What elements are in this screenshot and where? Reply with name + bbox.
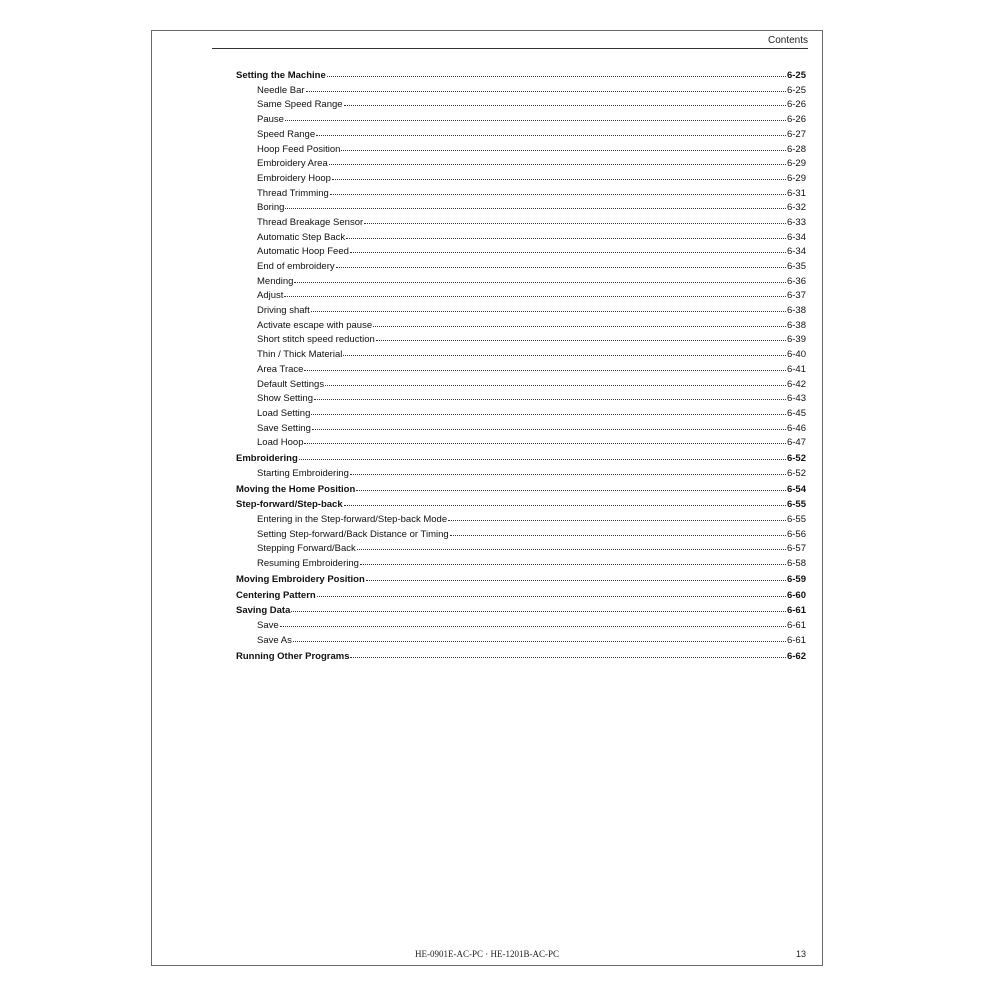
- toc-entry-page: 6-39: [786, 334, 806, 346]
- toc-entry-label: Default Settings: [257, 378, 325, 390]
- toc-entry-page: 6-54: [786, 483, 806, 495]
- toc-entry-page: 6-33: [786, 216, 806, 228]
- toc-dot-leader: [341, 150, 786, 151]
- toc-dot-leader: [450, 535, 786, 536]
- toc-entry-page: 6-29: [786, 158, 806, 170]
- toc-entry-label: Entering in the Step-forward/Step-back Mode: [257, 514, 448, 525]
- toc-entry-label: Hoop Feed Position: [257, 143, 341, 155]
- toc-entry-page: 6-43: [786, 393, 806, 405]
- toc-dot-leader: [304, 370, 786, 371]
- toc-dot-leader: [306, 91, 786, 92]
- toc-dot-leader: [291, 611, 786, 612]
- toc-entry-label: Adjust: [257, 290, 284, 302]
- toc-dot-leader: [332, 179, 786, 180]
- toc-dot-leader: [285, 120, 786, 121]
- toc-entry-page: 6-58: [786, 558, 806, 570]
- toc-entry-label: Speed Range: [257, 128, 316, 140]
- toc-dot-leader: [299, 459, 786, 460]
- toc-subsection-entry[interactable]: [236, 542, 806, 557]
- toc-subsection-entry[interactable]: [236, 245, 806, 260]
- toc-entry-page: 6-34: [786, 231, 806, 243]
- toc-dot-leader: [285, 208, 786, 209]
- toc-section-entry[interactable]: [236, 69, 806, 84]
- toc-entry-page: 6-46: [786, 422, 806, 434]
- toc-dot-leader: [293, 641, 786, 642]
- toc-entry-page: 6-41: [786, 363, 806, 375]
- toc-subsection-entry[interactable]: [236, 143, 806, 158]
- toc-entry-label: Stepping Forward/Back: [257, 543, 356, 555]
- toc-subsection-entry[interactable]: [236, 84, 806, 99]
- toc-dot-leader: [330, 194, 786, 195]
- toc-entry-label: Embroidering: [236, 453, 298, 465]
- toc-subsection-entry[interactable]: [236, 113, 806, 128]
- toc-entry-label: Load Hoop: [257, 437, 304, 449]
- toc-dot-leader: [360, 564, 786, 565]
- toc-subsection-entry[interactable]: [236, 260, 806, 275]
- toc-entry-label: Step-forward/Step-back: [236, 499, 343, 511]
- toc-subsection-entry[interactable]: [236, 128, 806, 143]
- toc-dot-leader: [343, 355, 786, 356]
- toc-entry-label: Embroidery Area: [257, 158, 328, 170]
- toc-section-entry[interactable]: [236, 498, 806, 513]
- toc-entry-label: Pause: [257, 114, 284, 126]
- toc-entry-label: Save As: [257, 634, 292, 646]
- toc-dot-leader: [327, 76, 786, 77]
- toc-dot-leader: [344, 505, 786, 506]
- toc-dot-leader: [311, 414, 786, 415]
- toc-entry-page: 6-25: [786, 84, 806, 96]
- toc-dot-leader: [280, 626, 786, 627]
- toc-entry-page: 6-61: [786, 605, 806, 617]
- header-divider: [212, 48, 808, 49]
- toc-dot-leader: [448, 520, 786, 521]
- toc-subsection-entry[interactable]: [236, 304, 806, 319]
- toc-subsection-entry[interactable]: [236, 528, 806, 543]
- document-page: [151, 30, 823, 966]
- toc-entry-label: Setting Step-forward/Back Distance or Timing: [257, 528, 449, 540]
- toc-entry-page: 6-62: [786, 650, 806, 662]
- toc-entry-page: 6-26: [786, 99, 806, 111]
- toc-entry-page: 6-52: [786, 467, 806, 479]
- toc-entry-page: 6-28: [786, 143, 806, 155]
- toc-entry-label: Thin / Thick Material: [257, 349, 343, 361]
- toc-entry-page: 6-55: [786, 514, 806, 525]
- toc-dot-leader: [373, 326, 786, 327]
- toc-entry-page: 6-52: [786, 453, 806, 465]
- toc-entry-label: Driving shaft: [257, 305, 310, 317]
- toc-subsection-entry[interactable]: [236, 513, 806, 528]
- toc-subsection-entry[interactable]: [236, 231, 806, 246]
- toc-section-entry[interactable]: [236, 452, 806, 467]
- toc-subsection-entry[interactable]: [236, 289, 806, 304]
- toc-dot-leader: [364, 223, 786, 224]
- toc-entry-page: 6-60: [786, 589, 806, 601]
- toc-dot-leader: [346, 238, 786, 239]
- toc-dot-leader: [314, 399, 786, 400]
- toc-subsection-entry[interactable]: [236, 172, 806, 187]
- toc-dot-leader: [336, 267, 786, 268]
- toc-entry-label: Thread Breakage Sensor: [257, 216, 364, 228]
- toc-entry-page: 6-29: [786, 172, 806, 184]
- toc-dot-leader: [294, 282, 786, 283]
- toc-subsection-entry[interactable]: [236, 348, 806, 363]
- toc-dot-leader: [350, 252, 786, 253]
- toc-entry-page: 6-55: [786, 499, 806, 511]
- toc-entry-page: 6-42: [786, 378, 806, 390]
- toc-subsection-entry[interactable]: [236, 407, 806, 422]
- toc-subsection-entry[interactable]: [236, 187, 806, 202]
- toc-subsection-entry[interactable]: [236, 275, 806, 290]
- toc-entry-page: 6-25: [786, 70, 806, 82]
- toc-dot-leader: [350, 657, 786, 658]
- toc-entry-label: Automatic Hoop Feed: [257, 246, 349, 258]
- toc-entry-page: 6-40: [786, 349, 806, 361]
- toc-subsection-entry[interactable]: [236, 436, 806, 451]
- toc-subsection-entry[interactable]: [236, 201, 806, 216]
- toc-entry-page: 6-56: [786, 528, 806, 540]
- toc-entry-page: 6-26: [786, 114, 806, 126]
- toc-entry-label: End of embroidery: [257, 261, 335, 273]
- toc-entry-page: 6-37: [786, 290, 806, 302]
- toc-entry-label: Same Speed Range: [257, 99, 343, 111]
- toc-entry-label: Moving the Home Position: [236, 483, 356, 495]
- toc-section-entry[interactable]: [236, 573, 806, 588]
- footer-model-code: HE-0901E-AC-PC · HE-1201B-AC-PC: [415, 949, 559, 959]
- toc-entry-label: Starting Embroidering: [257, 467, 349, 479]
- toc-dot-leader: [312, 429, 786, 430]
- toc-dot-leader: [311, 311, 786, 312]
- toc-entry-page: 6-27: [786, 128, 806, 140]
- toc-section-entry[interactable]: [236, 650, 806, 665]
- toc-entry-page: 6-47: [786, 437, 806, 449]
- toc-dot-leader: [317, 596, 786, 597]
- toc-dot-leader: [304, 443, 786, 444]
- toc-entry-label: Boring: [257, 202, 285, 214]
- toc-section-entry[interactable]: [236, 483, 806, 498]
- toc-dot-leader: [357, 549, 786, 550]
- toc-entry-label: Moving Embroidery Position: [236, 573, 365, 585]
- toc-entry-page: 6-38: [786, 319, 806, 331]
- toc-entry-label: Area Trace: [257, 363, 304, 375]
- toc-subsection-entry[interactable]: [236, 363, 806, 378]
- toc-subsection-entry[interactable]: [236, 619, 806, 634]
- toc-entry-label: Load Setting: [257, 407, 311, 419]
- toc-entry-page: 6-32: [786, 202, 806, 214]
- toc-dot-leader: [356, 490, 786, 491]
- toc-entry-label: Resuming Embroidering: [257, 558, 359, 570]
- toc-entry-label: Embroidery Hoop: [257, 172, 331, 184]
- toc-entry-label: Show Setting: [257, 393, 313, 405]
- toc-entry-label: Save: [257, 620, 279, 632]
- page-header-title: Contents: [767, 35, 808, 46]
- toc-section-entry[interactable]: [236, 589, 806, 604]
- toc-dot-leader: [284, 296, 786, 297]
- toc-entry-label: Automatic Step Back: [257, 231, 346, 243]
- toc-subsection-entry[interactable]: [236, 333, 806, 348]
- toc-entry-label: Setting the Machine: [236, 70, 326, 82]
- toc-entry-page: 6-45: [786, 407, 806, 419]
- toc-dot-leader: [350, 474, 786, 475]
- toc-subsection-entry[interactable]: [236, 157, 806, 172]
- toc-entry-label: Activate escape with pause: [257, 319, 373, 331]
- toc-entry-page: 6-61: [786, 620, 806, 632]
- toc-entry-page: 6-61: [786, 634, 806, 646]
- toc-subsection-entry[interactable]: [236, 319, 806, 334]
- toc-subsection-entry[interactable]: [236, 634, 806, 649]
- toc-entry-label: Thread Trimming: [257, 187, 329, 199]
- toc-entry-label: Save Setting: [257, 422, 311, 434]
- toc-subsection-entry[interactable]: [236, 422, 806, 437]
- toc-entry-page: 6-34: [786, 246, 806, 258]
- toc-subsection-entry[interactable]: [236, 467, 806, 482]
- toc-subsection-entry[interactable]: [236, 378, 806, 393]
- toc-subsection-entry[interactable]: [236, 216, 806, 231]
- toc-entry-label: Needle Bar: [257, 84, 305, 96]
- toc-subsection-entry[interactable]: [236, 98, 806, 113]
- toc-subsection-entry[interactable]: [236, 557, 806, 572]
- toc-entry-label: Centering Pattern: [236, 589, 316, 601]
- toc-entry-label: Mending: [257, 275, 294, 287]
- toc-entry-page: 6-59: [786, 573, 806, 585]
- toc-dot-leader: [344, 105, 786, 106]
- toc-section-entry[interactable]: [236, 604, 806, 619]
- toc-dot-leader: [325, 385, 786, 386]
- toc-dot-leader: [376, 340, 786, 341]
- toc-entry-label: Saving Data: [236, 605, 291, 617]
- toc-entry-page: 6-35: [786, 261, 806, 273]
- table-of-contents: [236, 68, 806, 664]
- toc-entry-page: 6-57: [786, 543, 806, 555]
- toc-subsection-entry[interactable]: [236, 392, 806, 407]
- toc-dot-leader: [366, 580, 786, 581]
- toc-entry-page: 6-38: [786, 305, 806, 317]
- toc-dot-leader: [316, 135, 786, 136]
- toc-entry-label: Running Other Programs: [236, 650, 350, 662]
- toc-entry-page: 6-31: [786, 187, 806, 199]
- toc-entry-page: 6-36: [786, 275, 806, 287]
- toc-entry-label: Short stitch speed reduction: [257, 334, 375, 346]
- footer-page-number: 13: [795, 949, 806, 959]
- toc-dot-leader: [329, 164, 786, 165]
